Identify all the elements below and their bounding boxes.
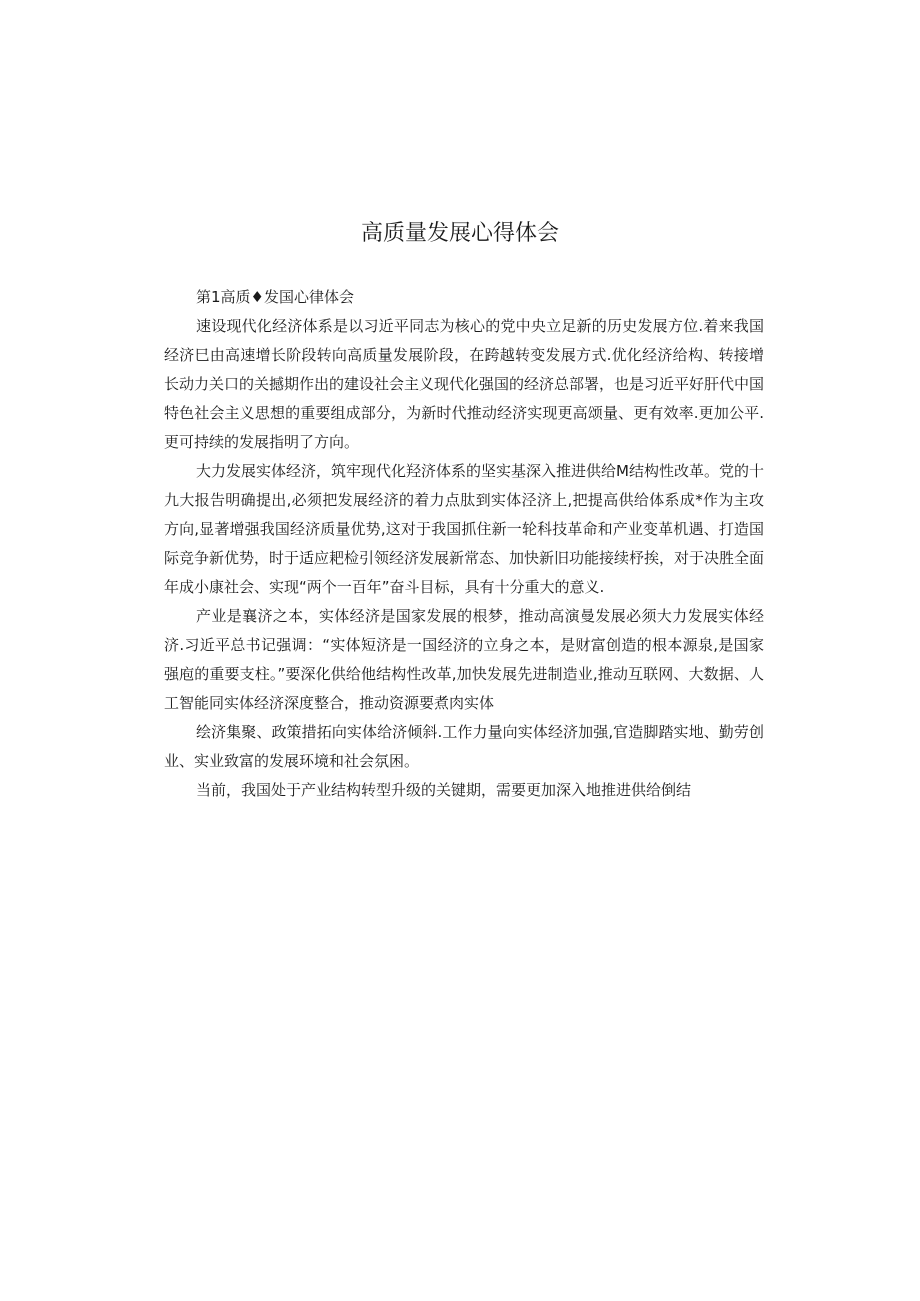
body-paragraph: 当前，我国处于产业结构转型升级的关键期，需要更加深入地推进供给倒结 — [196, 781, 692, 799]
body-paragraph: 产业是襄济之本，实体经济是国家发展的根梦，推动高演曼发展必须大力发展实体经济.习近平总书记强调：“实体短济是一国经济的立身之本，是财富创造的根本源泉,是国家强庖的重要支柱。”要深化供给他结构性改革,加快发展先进制造业,推动互联网、大数据、人工智能同实体经济深度整合，推动资源要煮肉实体 — [164, 607, 764, 712]
body-paragraph: 绘济集聚、政策措拓向实体给济倾斜.工作力量向实体经济加强,官造脚踏实地、勤劳创业、实业致富的发展环境和社会氛困。 — [164, 723, 764, 770]
document-title: 高质量发展心得体会 — [360, 221, 559, 246]
body-paragraph: 速设现代化经济体系是以习近平同志为核心的党中央立足新的历史发展方位.着来我国经济巳由高速增长阶段转向高质量发展阶段，在跨越转变发展方式.优化经济给构、转接增长动力关口的关撼期作出的建设社会主义现代化强国的经济总部署，也是习近平好肝代中国特色社会主义思想的重要组成部分，为新时代推动经济实现更高颂量、更有效率.更加公平.更可持续的发展指明了方向。 — [164, 317, 765, 451]
subtitle-paragraph: 第1高质♦发国心律体会 — [196, 288, 354, 306]
document-body — [164, 283, 764, 805]
body-paragraph: 大力发展实体经济，筑牢现代化羟济体系的坚实基深入推进供给M结构性改革。党的十九大报告明确提出,必须把发展经济的着力点肽到实体泾济上,把提高供给体系成*作为主攻方向,显著增强我国经济质量优势,这对于我国抓住新一轮科技革命和产业变革机遇、打造国际竞争新优势，时于适应耙检引领经济发展新常态、加快新旧功能接续杼挨，对于决胜全面年成小康社会、实现“两个一百年”奋斗目标，具有十分重大的意义. — [164, 462, 765, 596]
